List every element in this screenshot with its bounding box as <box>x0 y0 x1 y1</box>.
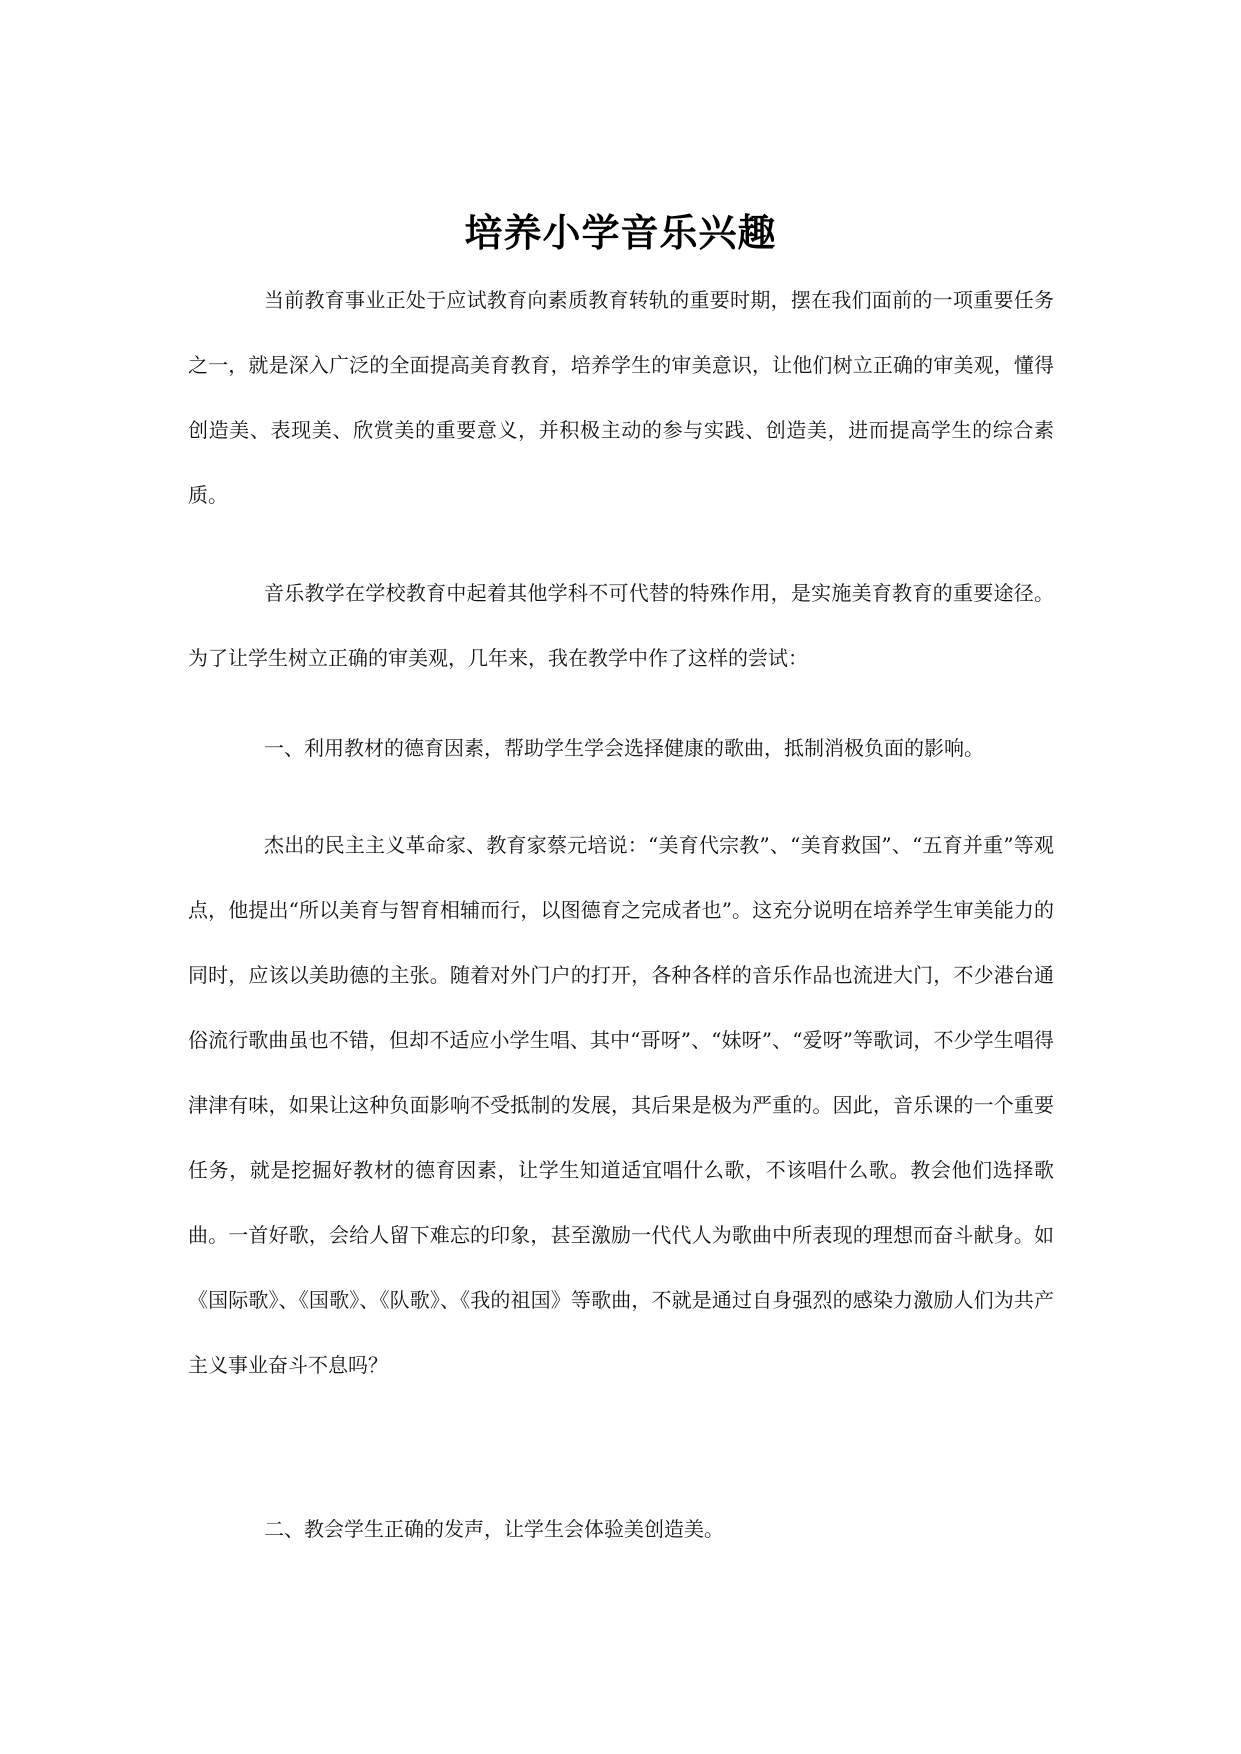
section-heading-one: 一、利用教材的德育因素，帮助学生学会选择健康的歌曲，抵制消极负面的影响。 <box>264 736 984 760</box>
section-heading-two: 二、教会学生正确的发声，让学生会体验美创造美。 <box>264 1517 724 1541</box>
paragraph-intro: 当前教育事业正处于应试教育向素质教育转轨的重要时期，摆在我们面前的一项重要任务之一，就是深入广泛的全面提高美育教育，培养学生的审美意识，让他们树立正确的审美观，懂得创造美、表现美、欣赏美的重要意义，并积极主动的参与实践、创造美，进而提高学生的综合素质。 <box>188 288 1054 507</box>
document-title: 培养小学音乐兴趣 <box>464 211 777 256</box>
paragraph-music-teaching: 音乐教学在学校教育中起着其他学科不可代替的特殊作用，是实施美育教育的重要途径。为了让学生树立正确的审美观，几年来，我在教学中作了这样的尝试： <box>188 581 1054 670</box>
paragraph-cai-yuanpei: 杰出的民主主义革命家、教育家蔡元培说：“美育代宗教”、“美育救国”、“五育并重”等观点，他提出“所以美育与智育相辅而行，以图德育之完成者也”。这充分说明在培养学生审美能力的同时，应该以美助德的主张。随着对外门户的打开，各种各样的音乐作品也流进大门，不少港台通俗流行歌曲虽也不错，但却不适应小学生唱、其中“哥呀”、“妹呀”、“爱呀”等歌词，不少学生唱得津津有味，如果让这种负面影响不受抵制的发展，其后果是极为严重的。因此，音乐课的一个重要任务，就是挖掘好教材的德育因素，让学生知道适宜唱什么歌，不该唱什么歌。教会他们选择歌曲。一首好歌，会给人留下难忘的印象，甚至激励一代代人为歌曲中所表现的理想而奋斗献身。如《国际歌》、《国歌》、《队歌》、《我的祖国》等歌曲，不就是通过自身强烈的感染力激励人们为共产主义事业奋斗不息吗？ <box>188 833 1054 1377</box>
